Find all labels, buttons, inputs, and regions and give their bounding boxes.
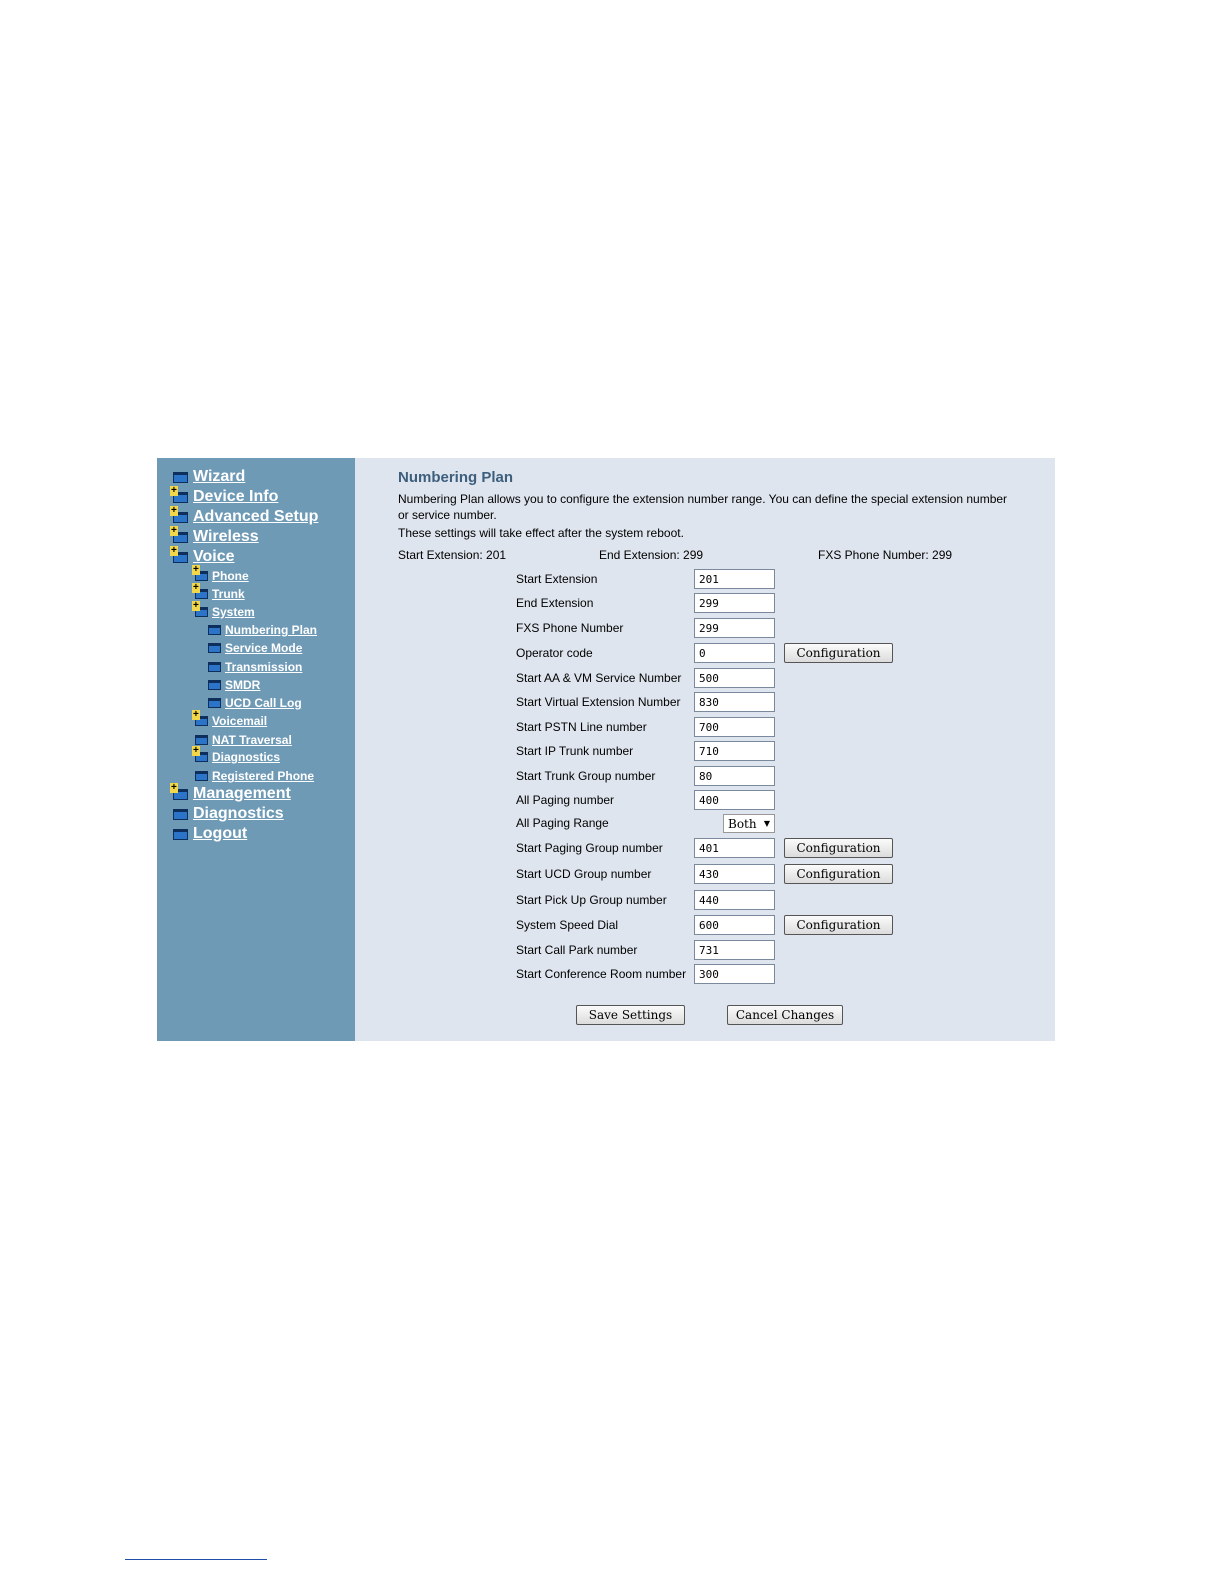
sidebar-item-label[interactable]: Diagnostics	[212, 750, 281, 764]
field-label: Start Virtual Extension Number	[516, 695, 681, 709]
field-label: Operator code	[516, 646, 593, 660]
save-settings-button[interactable]: Save Settings	[576, 1005, 685, 1025]
pick-up-group-number-input[interactable]	[694, 890, 775, 910]
operator-code-input[interactable]	[694, 643, 775, 663]
folder-icon	[208, 698, 221, 708]
folder-icon	[195, 735, 208, 745]
sidebar-item-voice-diagnostics[interactable]	[195, 750, 280, 764]
start-extension-input[interactable]	[694, 569, 775, 589]
sidebar-item-wireless[interactable]	[173, 528, 259, 546]
ucd-group-configuration-button[interactable]: Configuration	[784, 864, 893, 884]
sidebar-item-advanced-setup[interactable]	[173, 508, 318, 526]
folder-plus-icon	[195, 571, 208, 581]
virtual-extension-number-input[interactable]	[694, 692, 775, 712]
sidebar-item-label[interactable]: Management	[193, 785, 291, 802]
ucd-group-number-input[interactable]	[694, 864, 775, 884]
folder-icon	[208, 680, 221, 690]
sidebar-item-label[interactable]: Phone	[212, 569, 249, 583]
trunk-group-number-input[interactable]	[694, 766, 775, 786]
sidebar-item-label[interactable]: Service Mode	[225, 641, 303, 655]
sidebar-item-wizard[interactable]	[173, 468, 245, 486]
field-label: Start Call Park number	[516, 943, 638, 957]
folder-plus-icon	[195, 716, 208, 726]
chevron-down-icon: ▼	[763, 819, 770, 828]
sidebar-item-system[interactable]	[195, 605, 255, 619]
call-park-number-input[interactable]	[694, 940, 775, 960]
sidebar-item-label[interactable]: Numbering Plan	[225, 623, 318, 637]
ip-trunk-number-input[interactable]	[694, 741, 775, 761]
end-extension-input[interactable]	[694, 593, 775, 613]
folder-icon	[173, 809, 188, 820]
fxs-phone-number-input[interactable]	[694, 618, 775, 638]
paging-group-configuration-button[interactable]: Configuration	[784, 838, 893, 858]
aa-vm-service-number-input[interactable]	[694, 668, 775, 688]
sidebar-item-diagnostics[interactable]	[173, 805, 284, 823]
field-label: Start AA & VM Service Number	[516, 671, 682, 685]
footnote-divider	[125, 1559, 267, 1560]
sidebar-item-voice[interactable]	[173, 548, 235, 566]
field-label: Start Paging Group number	[516, 841, 663, 855]
sidebar-item-smdr[interactable]	[208, 678, 260, 692]
folder-icon	[173, 472, 188, 483]
folder-icon	[208, 643, 221, 653]
field-label: FXS Phone Number	[516, 621, 624, 635]
folder-plus-icon	[195, 589, 208, 599]
sidebar-item-label[interactable]: Voice	[193, 548, 235, 565]
field-label: System Speed Dial	[516, 918, 619, 932]
all-paging-range-select[interactable]	[723, 814, 775, 833]
folder-plus-icon	[195, 752, 208, 762]
field-label: End Extension	[516, 596, 594, 610]
main-content	[355, 458, 1055, 1041]
sidebar-item-label[interactable]: Diagnostics	[193, 805, 284, 822]
folder-icon	[195, 771, 208, 781]
sidebar-item-device-info[interactable]	[173, 488, 278, 506]
sidebar-item-label[interactable]: Voicemail	[212, 714, 268, 728]
folder-plus-icon	[173, 789, 188, 800]
reboot-note: These settings will take effect after the system reboot.	[398, 526, 684, 540]
field-label: Start Trunk Group number	[516, 769, 656, 783]
folder-icon	[208, 662, 221, 672]
sidebar-item-label[interactable]: Trunk	[212, 587, 245, 601]
sidebar-nav	[157, 458, 355, 1041]
sidebar-item-label[interactable]: Advanced Setup	[193, 508, 319, 525]
sidebar-item-label[interactable]: Device Info	[193, 488, 279, 505]
sidebar-item-logout[interactable]	[173, 825, 247, 843]
folder-icon	[173, 829, 188, 840]
summary-fxs-phone-number: FXS Phone Number: 299	[818, 548, 953, 562]
summary-start-extension: Start Extension: 201	[398, 548, 507, 562]
all-paging-number-input[interactable]	[694, 790, 775, 810]
sidebar-item-voicemail[interactable]	[195, 714, 267, 728]
page-description: Numbering Plan allows you to configure the extension number range. You can define the special extension number or service number.	[398, 492, 1008, 522]
folder-icon	[208, 625, 221, 635]
sidebar-item-label[interactable]: UCD Call Log	[225, 696, 302, 710]
sidebar-item-nat-traversal[interactable]	[195, 733, 292, 747]
field-label: All Paging number	[516, 793, 615, 807]
sidebar-item-label[interactable]: Registered Phone	[212, 769, 315, 783]
field-label: Start PSTN Line number	[516, 720, 647, 734]
field-label: Start IP Trunk number	[516, 744, 634, 758]
sidebar-item-label[interactable]: SMDR	[225, 678, 261, 692]
folder-plus-icon	[173, 492, 188, 503]
pstn-line-number-input[interactable]	[694, 717, 775, 737]
folder-plus-icon	[173, 552, 188, 563]
field-label: Start UCD Group number	[516, 867, 652, 881]
field-label: Start Extension	[516, 572, 598, 586]
sidebar-item-trunk[interactable]	[195, 587, 245, 601]
sidebar-item-label[interactable]: NAT Traversal	[212, 733, 292, 747]
select-value: Both	[728, 816, 757, 831]
field-label: Start Conference Room number	[516, 967, 687, 981]
speed-dial-configuration-button[interactable]: Configuration	[784, 915, 893, 935]
folder-plus-icon	[173, 512, 188, 523]
sidebar-item-registered-phone[interactable]	[195, 769, 314, 783]
sidebar-item-ucd-call-log[interactable]	[208, 696, 302, 710]
page-title: Numbering Plan	[398, 469, 514, 486]
cancel-changes-button[interactable]: Cancel Changes	[727, 1005, 843, 1025]
sidebar-item-label[interactable]: Wireless	[193, 528, 259, 545]
field-label: Start Pick Up Group number	[516, 893, 667, 907]
sidebar-item-service-mode[interactable]	[208, 641, 302, 655]
sidebar-item-phone[interactable]	[195, 569, 249, 583]
sidebar-item-label[interactable]: Transmission	[225, 660, 303, 674]
sidebar-item-management[interactable]	[173, 785, 291, 803]
summary-end-extension: End Extension: 299	[599, 548, 704, 562]
system-speed-dial-input[interactable]	[694, 915, 775, 935]
operator-code-configuration-button[interactable]: Configuration	[784, 643, 893, 663]
field-label: All Paging Range	[516, 816, 609, 830]
router-admin-window	[157, 458, 1055, 1041]
sidebar-item-label[interactable]: Logout	[193, 825, 248, 842]
sidebar-item-transmission[interactable]	[208, 660, 302, 674]
folder-plus-icon	[173, 532, 188, 543]
sidebar-item-label[interactable]: Wizard	[193, 468, 246, 485]
sidebar-item-numbering-plan[interactable]	[208, 623, 317, 637]
conference-room-number-input[interactable]	[694, 964, 775, 984]
folder-plus-icon	[195, 607, 208, 617]
paging-group-number-input[interactable]	[694, 838, 775, 858]
sidebar-item-label[interactable]: System	[212, 605, 255, 619]
